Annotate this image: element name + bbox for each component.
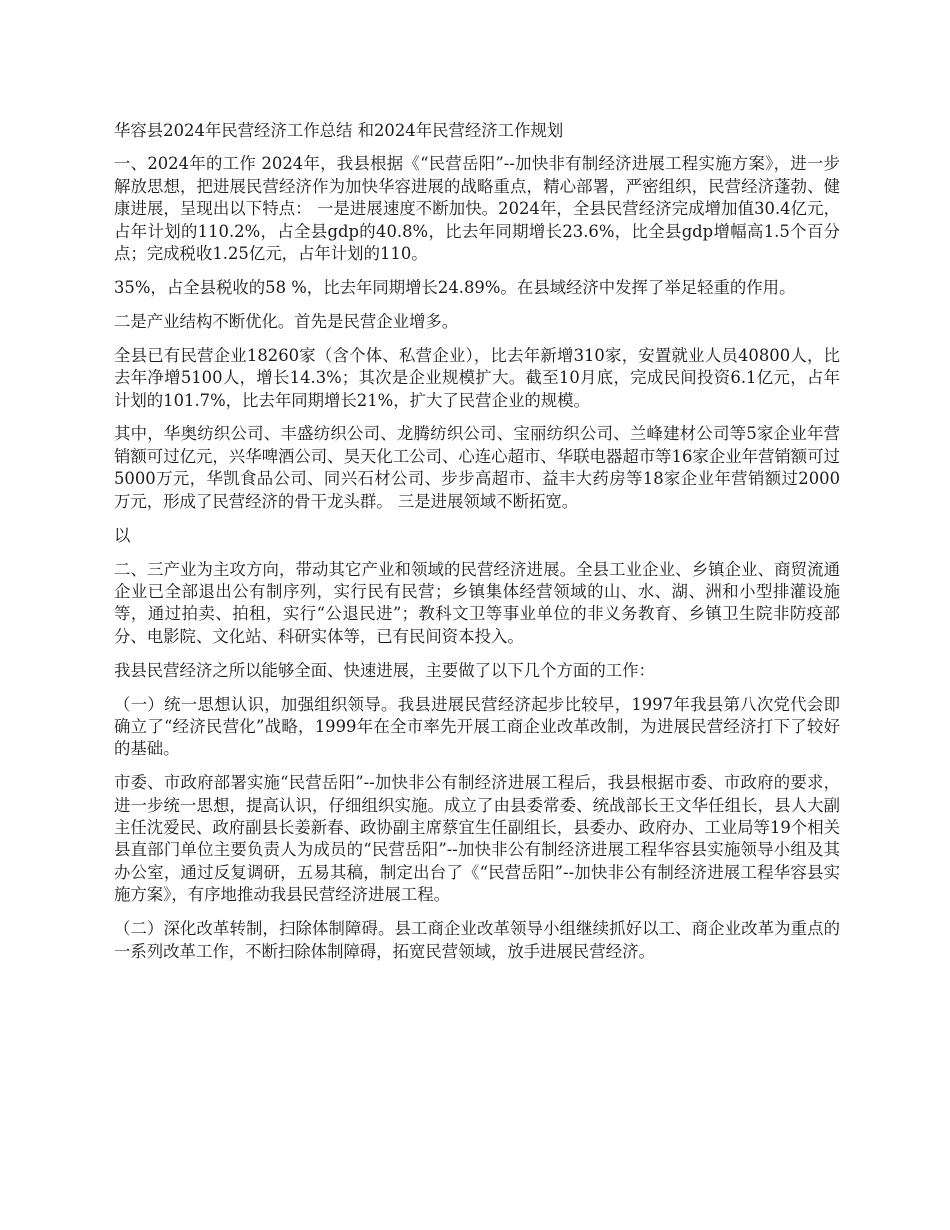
paragraph-fragment: 以 (114, 525, 131, 545)
document-title: 华容县2024年民营经济工作总结 和2024年民营经济工作规划 (114, 121, 564, 140)
paragraph-leading-enterprises: 其中，华奥纺织公司、丰盛纺织公司、龙腾纺织公司、宝丽纺织公司、兰峰建材公司等5家企业年营销额可过亿元，兴华啤酒公司、昊天化工公司、心连心超市、华联电器超市等16家企业年营销额可过5000万元，华凯食品公司、同兴石材公司、步步高超市、益丰大药房等18家企业年营销额过2000万元，形成了民营经济的骨干龙头群。 三是进展领域不断拓宽。 (114, 424, 840, 511)
paragraph-work-item-two: （二）深化改革转制，扫除体制障碍。县工商企业改革领导小组继续抓好以工、商企业改革为重点的一系列改革工作，不断扫除体制障碍，拓宽民营领域，放手进展民营经济。 (114, 919, 840, 961)
paragraph-tax-share: 35%，占全县税收的58 %，比去年同期增长24.89%。在县域经济中发挥了举足轻重的作用。 (114, 277, 796, 297)
document-page (114, 120, 840, 975)
paragraph-implementation: 市委、市政府部署实施“民营岳阳”--加快非公有制经济进展工程后，我县根据市委、市政府的要求，进一步统一思想，提高认识，仔细组织实施。成立了由县委常委、统战部长王文华任组长，县人大副主任沈爱民、政府副县长姜新春、政协副主席蔡宜生任副组长，县委办、政府办、工业局等19个相关县直部门单位主要负责人为成员的“民营岳阳”--加快非公有制经济进展工程华容县实施领导小组及其办公室，通过反复调研，五易其稿，制定出台了《“民营岳阳”--加快非公有制经济进展工程华容县实施方案》，有序地推动我县民营经济进展工程。 (114, 773, 840, 905)
paragraph-section-one-intro: 一、2024年的工作 2024年，我县根据《“民营岳阳”--加快非有制经济进展工程实施方案》，进一步解放思想，把进展民营经济作为加快华容进展的战略重点，精心部署，严密组织，民营经济蓬勃、健康进展，呈现出以下特点： 一是进展速度不断加快。2024年，全县民营经济完成增加值30.4亿元，占年计划的110.2%，占全县gdp的40.8%，比去年同期增长23.6%，比全县gdp增幅高1.5个百分点；完成税收1.25亿元，占年计划的110。 (114, 154, 840, 264)
paragraph-work-item-one: （一）统一思想认识，加强组织领导。我县进展民营经济起步比较早，1997年我县第八次党代会即确立了“经济民营化”战略，1999年在全市率先开展工商企业改革改制，为进展民营经济打下了较好的基础。 (114, 694, 840, 759)
paragraph-industry-structure: 二是产业结构不断优化。首先是民营企业增多。 (114, 311, 459, 331)
paragraph-work-summary: 我县民营经济之所以能够全面、快速进展，主要做了以下几个方面的工作： (114, 660, 655, 680)
paragraph-industry-direction: 二、三产业为主攻方向，带动其它产业和领域的民营经济进展。全县工业企业、乡镇企业、商贸流通企业已全部退出公有制序列，实行民有民营；乡镇集体经营领域的山、水、湖、洲和小型排灌设施等，通过拍卖、拍租，实行“公退民进”；教科文卫等事业单位的非义务教育、乡镇卫生院非防疫部分、电影院、文化站、科研实体等，已有民间资本投入。 (114, 559, 840, 646)
paragraph-enterprise-count: 全县已有民营企业18260家（含个体、私营企业），比去年新增310家，安置就业人员40800人，比去年净增5100人，增长14.3%；其次是企业规模扩大。截至10月底，完成民间投资6.1亿元，占年计划的101.7%，比去年同期增长21%，扩大了民营企业的规模。 (114, 345, 840, 410)
